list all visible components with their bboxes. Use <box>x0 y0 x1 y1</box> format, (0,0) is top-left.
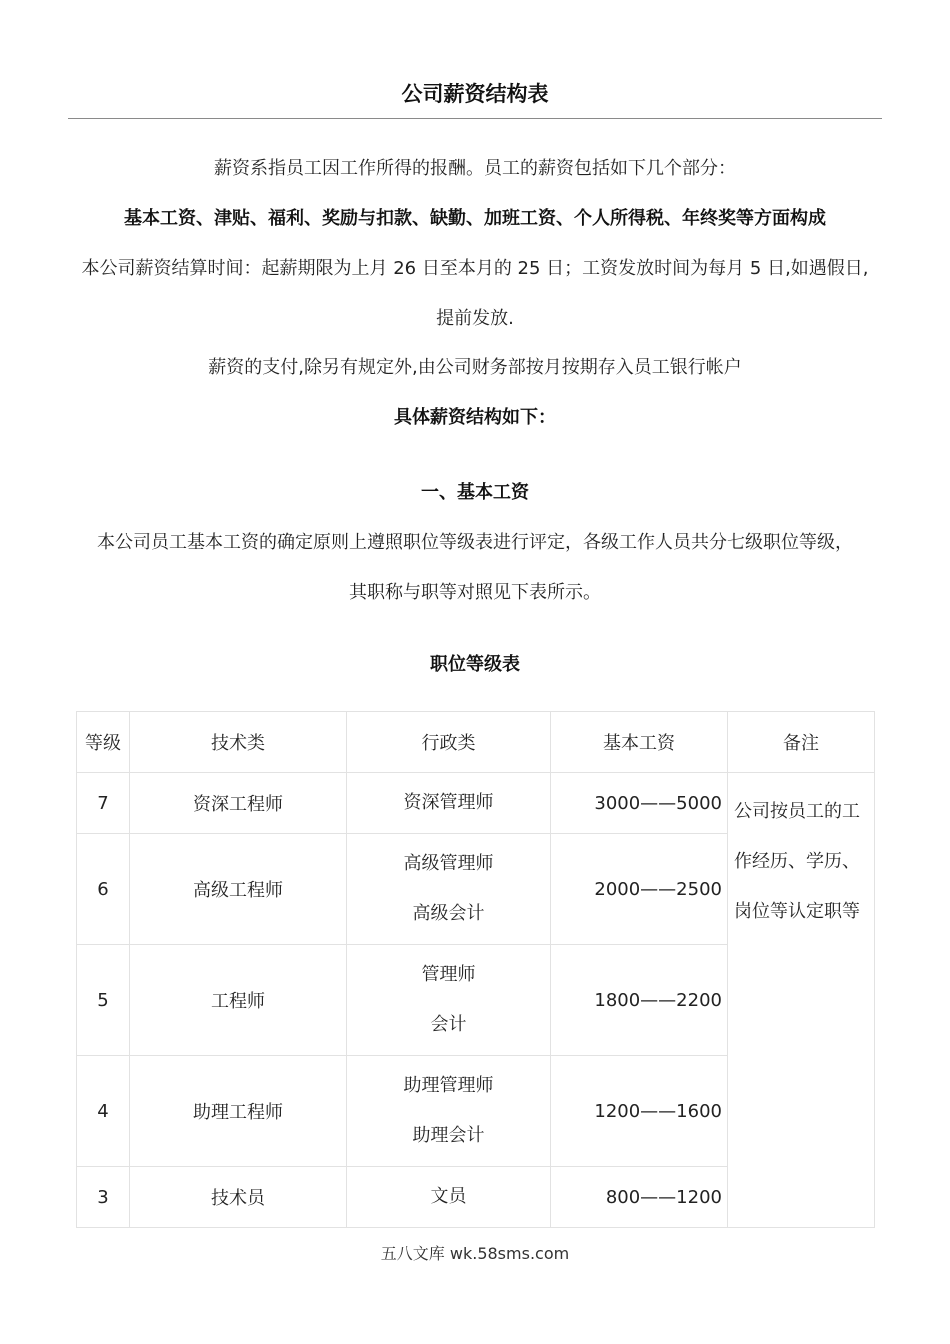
admin-cell <box>347 1056 551 1167</box>
tech-cell: 技术员 <box>130 1167 347 1228</box>
tech-cell: 助理工程师 <box>130 1056 347 1167</box>
admin-title: 高级管理师 <box>403 853 494 874</box>
grade-cell: 3 <box>77 1167 130 1228</box>
admin-cell <box>347 1167 551 1228</box>
header-grade: 等级 <box>77 712 130 773</box>
section-paragraph-cont: 其职称与职等对照见下表所示。 <box>349 582 601 603</box>
tech-cell: 高级工程师 <box>130 834 347 945</box>
header-admin: 行政类 <box>347 712 551 773</box>
tech-cell: 资深工程师 <box>130 773 347 834</box>
structure-heading: 具体薪资结构如下： <box>394 407 556 428</box>
intro-paragraph: 薪资系指员工因工作所得的报酬。员工的薪资包括如下几个部分： <box>214 158 736 179</box>
section-heading-basic-salary: 一、基本工资 <box>421 482 529 503</box>
admin-title: 助理会计 <box>412 1125 485 1146</box>
header-salary: 基本工资 <box>551 712 728 773</box>
salary-cell: 1800——2200 <box>551 945 728 1056</box>
grade-cell: 6 <box>77 834 130 945</box>
note-line: 公司按员工的工 <box>734 801 860 822</box>
header-tech: 技术类 <box>130 712 347 773</box>
grade-cell: 5 <box>77 945 130 1056</box>
admin-cell <box>347 773 551 834</box>
table-row <box>77 773 875 834</box>
position-grade-table <box>76 711 875 1228</box>
document-title: 公司薪资结构表 <box>401 82 549 106</box>
salary-cell: 3000——5000 <box>551 773 728 834</box>
admin-cell <box>347 834 551 945</box>
table-title: 职位等级表 <box>430 654 520 675</box>
payment-method-text: 薪资的支付,除另有规定外,由公司财务部按月按期存入员工银行帐户 <box>208 357 742 378</box>
grade-cell: 7 <box>77 773 130 834</box>
salary-cell: 800——1200 <box>551 1167 728 1228</box>
admin-title: 高级会计 <box>412 903 485 924</box>
note-line: 岗位等认定职等 <box>734 901 860 922</box>
admin-title: 会计 <box>430 1014 467 1035</box>
tech-cell: 工程师 <box>130 945 347 1056</box>
salary-components: 基本工资、津贴、福利、奖励与扣款、缺勤、加班工资、个人所得税、年终奖等方面构成 <box>124 208 826 229</box>
table-header-row <box>77 712 875 773</box>
note-cell <box>728 773 875 1228</box>
note-line: 作经历、学历、 <box>734 851 860 872</box>
header-note: 备注 <box>728 712 875 773</box>
admin-title: 文员 <box>430 1186 467 1207</box>
settlement-period-text: 本公司薪资结算时间：起薪期限为上月 26 日至本月的 25 日；工资发放时间为每月 5 日,如遇假日, <box>81 258 869 279</box>
admin-title: 资深管理师 <box>403 792 494 813</box>
title-divider <box>68 118 882 119</box>
grade-cell: 4 <box>77 1056 130 1167</box>
salary-cell: 1200——1600 <box>551 1056 728 1167</box>
settlement-period-text-cont: 提前发放. <box>436 308 514 329</box>
footer-watermark: 五八文库 wk.58sms.com <box>380 1244 570 1263</box>
admin-title: 管理师 <box>421 964 476 985</box>
admin-title: 助理管理师 <box>403 1075 494 1096</box>
admin-cell <box>347 945 551 1056</box>
salary-cell: 2000——2500 <box>551 834 728 945</box>
section-paragraph: 本公司员工基本工资的确定原则上遵照职位等级表进行评定，各级工作人员共分七级职位等级， <box>97 532 853 553</box>
